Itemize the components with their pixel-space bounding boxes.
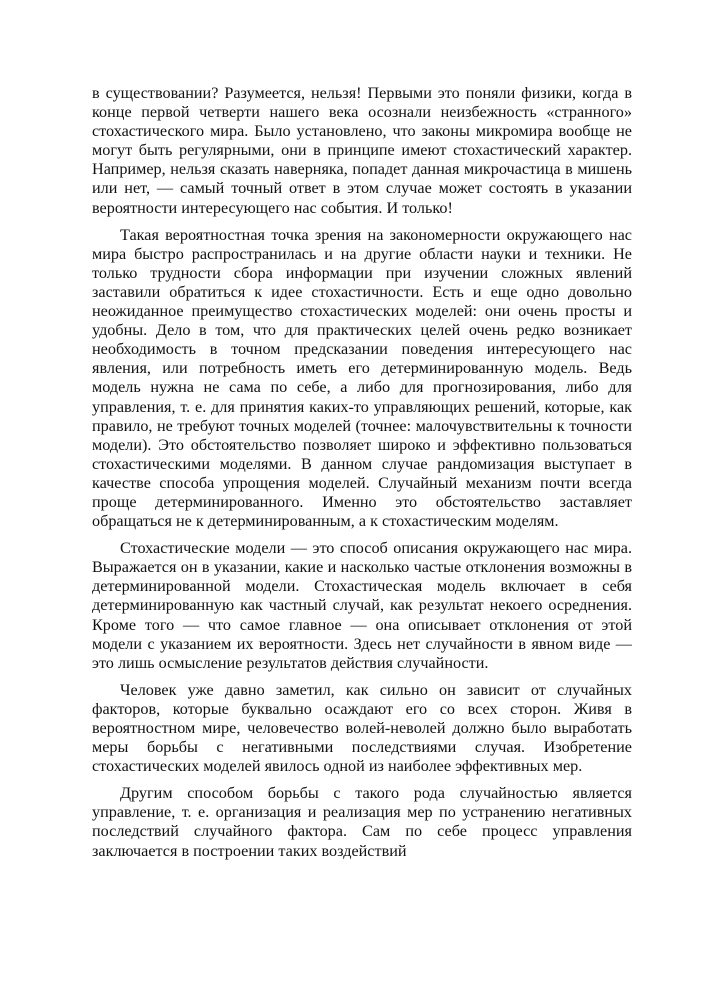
paragraph-5: Другим способом борьбы с такого рода случайностью является управление, т. е. организация и реализация мер по устранению негативных последствий случайного фактора. Сам по себе процесс управления заключается в построении таких воздействий: [92, 784, 632, 860]
paragraph-4: Человек уже давно заметил, как сильно он зависит от случайных факторов, которые буквально осаждают его со всех сторон. Живя в вероятностном мире, человечество волей-неволей должно было выработать меры борьбы с негативными последствиями случая. Изобретение стохастических моделей явилось одной из наиболее эффективных мер.: [92, 680, 632, 776]
paragraph-1: в существовании? Разумеется, нельзя! Первыми это поняли физики, когда в конце первой четверти нашего века осознали неизбежность «странного» стохастического мира. Было установлено, что законы микромира вообще не могут быть регулярными, они в принципе имеют стохастический характер. Например, нельзя сказать наверняка, попадет данная микрочастица в мишень или нет, — самый точный ответ в этом случае может состоять в указании вероятности интересующего нас события. И только!: [92, 84, 632, 217]
document-page: [92, 84, 632, 869]
paragraph-2: Такая вероятностная точка зрения на закономерности окружающего нас мира быстро распространилась и на другие области науки и техники. Не только трудности сбора информации при изучении сложных явлений заставили обратиться к идее стохастичности. Есть и еще одно довольно неожиданное преимущество стохастических моделей: они очень просты и удобны. Дело в том, что для практических целей очень редко возникает необходимость в точном предсказании поведения интересующего нас явления, или потребность иметь его детерминированную модель. Ведь модель нужна не сама по себе, а либо для прогнозирования, либо для управления, т. е. для принятия каких-то управляющих решений, которые, как правило, не требуют точных моделей (точнее: малочувствительны к точности модели). Это обстоятельство позволяет широко и эффективно пользоваться стохастическими моделями. В данном случае рандомизация выступает в качестве способа упрощения моделей. Случайный механизм почти всегда проще детерминированного. Именно это обстоятельство заставляет обращаться не к детерминированным, а к стохастическим моделям.: [92, 225, 632, 531]
paragraph-3: Стохастические модели — это способ описания окружающего нас мира. Выражается он в указании, какие и насколько частые отклонения возможны в детерминированной модели. Стохастическая модель включает в себя детерминированную как частный случай, как результат некоего осреднения. Кроме того — что самое главное — она описывает отклонения от этой модели с указанием их вероятности. Здесь нет случайности в явном виде — это лишь осмысление результатов действия случайности.: [92, 539, 632, 672]
